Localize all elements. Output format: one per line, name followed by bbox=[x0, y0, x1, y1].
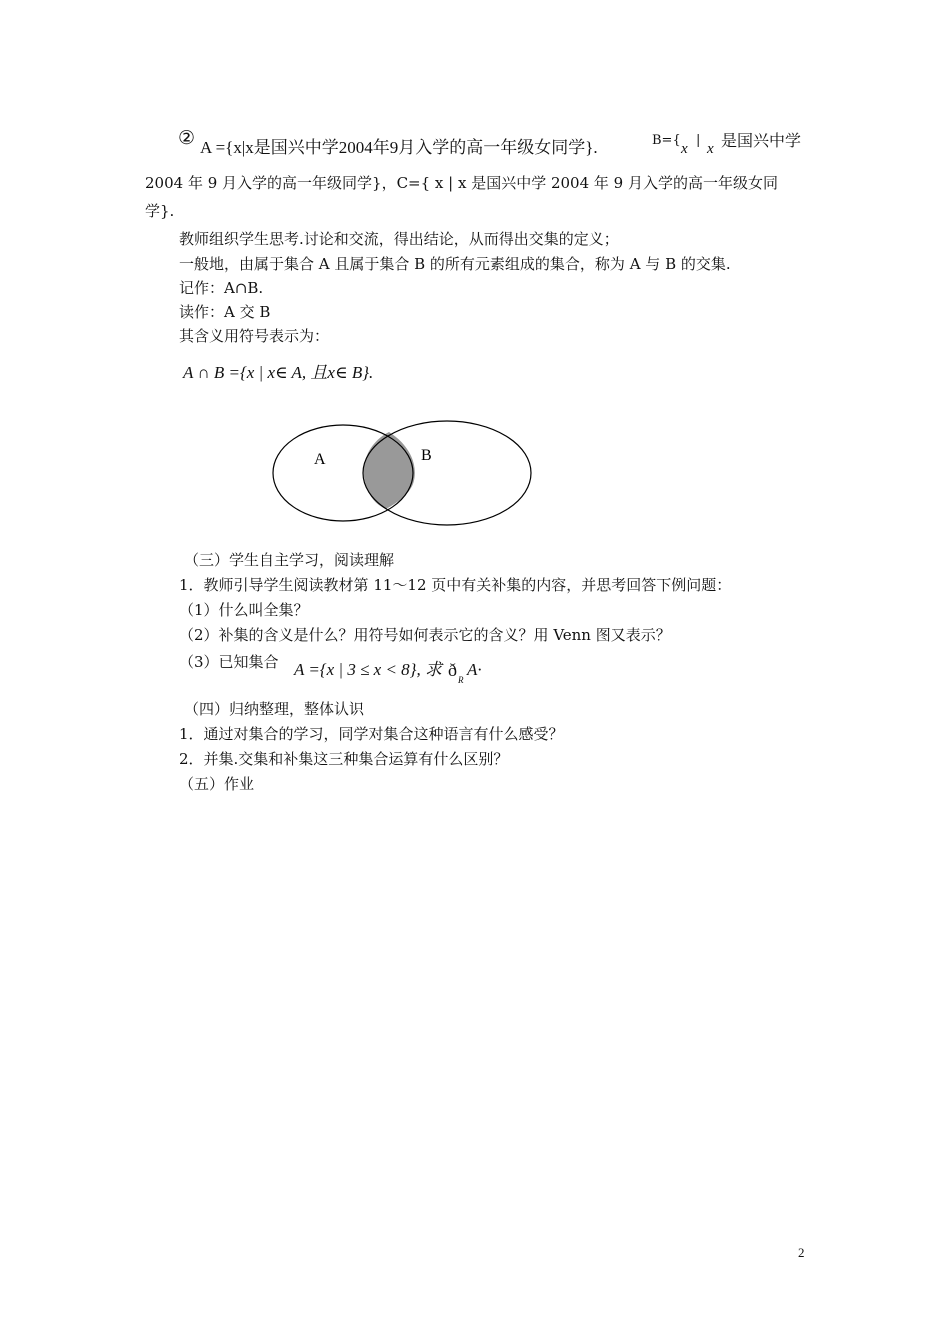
intersection-shaded-region bbox=[364, 432, 415, 509]
question-3-prefix: （3）已知集合 bbox=[179, 653, 279, 671]
complement-subscript: R bbox=[458, 675, 464, 685]
section-4-item-2: 2．并集.交集和补集这三种集合运算有什么区别？ bbox=[179, 750, 509, 768]
intersection-definition: 一般地，由属于集合 A 且属于集合 B 的所有元素组成的集合，称为 A 与 B 的交集. bbox=[179, 255, 731, 273]
set-b-var-1: x bbox=[681, 141, 688, 157]
venn-label-b: B bbox=[421, 447, 432, 464]
set-b-bar: | bbox=[696, 133, 701, 148]
notation-text: 记作：A∩B. bbox=[179, 279, 264, 297]
complement-symbol: ð bbox=[448, 660, 457, 680]
example-line-3: 学}. bbox=[145, 202, 175, 220]
intersection-formula: A ∩ B ={x | x∈ A, 且x∈ B}. bbox=[183, 363, 374, 382]
set-b-rest: 是国兴中学 bbox=[721, 131, 802, 150]
example-line-2: 2004 年 9 月入学的高一年级同学}，C={ x | x 是国兴中学 2004 年 9 月入学的高一年级女同 bbox=[145, 174, 778, 192]
section-4-title: （四）归纳整理，整体认识 bbox=[184, 700, 365, 718]
question-1: （1）什么叫全集？ bbox=[179, 601, 309, 619]
page-number: 2 bbox=[798, 1245, 805, 1260]
question-3-end: A· bbox=[467, 660, 482, 679]
meaning-text: 其含义用符号表示为： bbox=[179, 327, 330, 345]
set-a-formula: A ={x|x是国兴中学2004年9月入学的高一年级女同学}. bbox=[200, 138, 598, 157]
teacher-organize-text: 教师组织学生思考.讨论和交流，得出结论，从而得出交集的定义； bbox=[179, 230, 619, 248]
section-4-item-1: 1．通过对集合的学习，同学对集合这种语言有什么感受？ bbox=[179, 725, 564, 743]
section-3-title: （三）学生自主学习，阅读理解 bbox=[184, 551, 395, 569]
circled-number: ② bbox=[178, 127, 196, 149]
set-b-start: B={ bbox=[652, 133, 681, 148]
section-5-title: （五）作业 bbox=[179, 775, 255, 793]
section-3-item-1: 1．教师引导学生阅读教材第 11～12 页中有关补集的内容，并思考回答下例问题： bbox=[179, 576, 732, 594]
set-b-var-2: x bbox=[707, 141, 714, 157]
reading-text: 读作：A 交 B bbox=[179, 303, 271, 321]
venn-label-a: A bbox=[314, 451, 326, 468]
question-3-formula: A ={x | 3 ≤ x < 8}, 求 bbox=[294, 660, 442, 679]
question-2: （2）补集的含义是什么？用符号如何表示它的含义？用 Venn 图又表示？ bbox=[179, 626, 671, 644]
venn-diagram bbox=[268, 418, 548, 528]
